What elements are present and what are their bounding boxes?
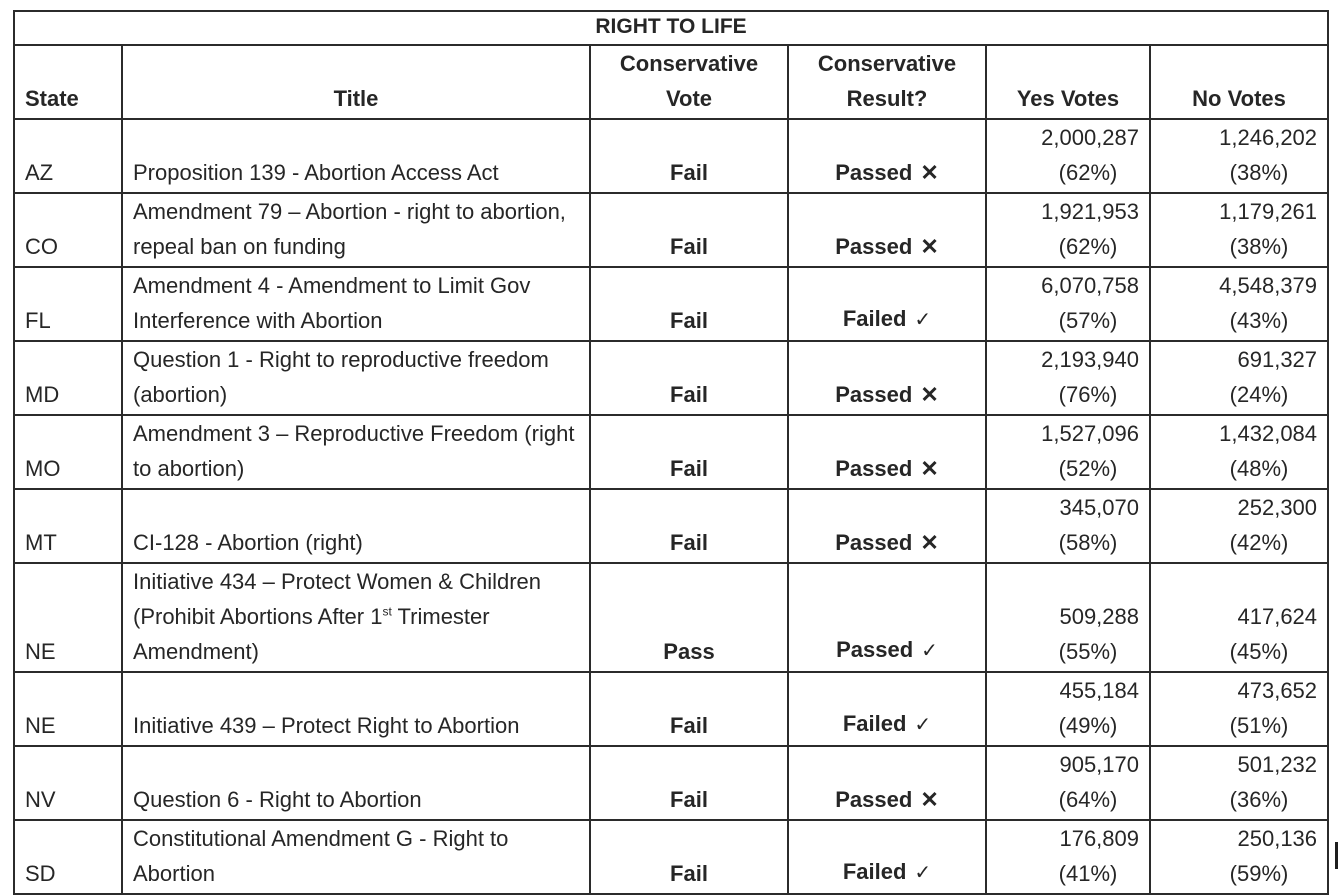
table-row: [14, 193, 1328, 267]
no-votes-percent: (51%): [1229, 713, 1289, 738]
conservative-vote-cell: Fail: [590, 746, 788, 820]
state-cell: MT: [14, 489, 122, 563]
no-votes-count: 1,179,261: [1219, 199, 1318, 224]
header-title: Title: [122, 45, 590, 119]
conservative-vote-cell: Fail: [590, 341, 788, 415]
no-votes-count: 1,432,084: [1219, 421, 1318, 446]
result-text: Passed: [835, 787, 913, 812]
table-row: [14, 119, 1328, 193]
title-text-part-1: Initiative 434 – Protect Women & Children (Prohibit Abortions After 1: [133, 569, 542, 629]
yes-votes-cell: [986, 193, 1150, 267]
yes-votes-count: 455,184: [1059, 678, 1139, 703]
yes-votes-percent: (64%): [1058, 787, 1118, 812]
state-cell: SD: [14, 820, 122, 894]
no-votes-count: 501,232: [1237, 752, 1318, 777]
no-votes-cell: [1150, 119, 1328, 193]
no-votes-count: 691,327: [1237, 347, 1318, 372]
no-votes-percent: (48%): [1229, 456, 1289, 481]
yes-votes-percent: (49%): [1058, 713, 1118, 738]
title-cell: Initiative 439 – Protect Right to Abortion: [122, 672, 590, 746]
yes-votes-count: 905,170: [1059, 752, 1139, 777]
table-heading: RIGHT TO LIFE: [14, 11, 1328, 45]
table-row: [14, 820, 1328, 894]
no-votes-percent: (38%): [1229, 160, 1289, 185]
no-votes-cell: [1150, 820, 1328, 894]
yes-votes-cell: [986, 267, 1150, 341]
yes-votes-percent: (41%): [1058, 861, 1118, 886]
no-votes-count: 250,136: [1237, 826, 1318, 851]
conservative-vote-cell: Fail: [590, 267, 788, 341]
no-votes-percent: (24%): [1229, 382, 1289, 407]
title-cell: Proposition 139 - Abortion Access Act: [122, 119, 590, 193]
title-cell: [122, 563, 590, 672]
state-cell: CO: [14, 193, 122, 267]
conservative-result-cell: [788, 563, 986, 672]
check-icon: ✓: [914, 714, 932, 736]
no-votes-cell: [1150, 489, 1328, 563]
no-votes-percent: (38%): [1229, 234, 1289, 259]
header-conservative-result-line2: Result?: [846, 86, 928, 111]
result-text: Failed: [842, 306, 907, 331]
table-row: [14, 489, 1328, 563]
yes-votes-cell: [986, 341, 1150, 415]
header-state: State: [14, 45, 122, 119]
conservative-result-cell: [788, 119, 986, 193]
yes-votes-percent: (62%): [1058, 160, 1118, 185]
no-votes-cell: [1150, 267, 1328, 341]
yes-votes-percent: (52%): [1058, 456, 1118, 481]
conservative-vote-cell: Fail: [590, 193, 788, 267]
no-votes-percent: (45%): [1229, 639, 1289, 664]
yes-votes-count: 1,921,953: [1041, 199, 1139, 224]
check-icon: ✓: [914, 862, 932, 884]
yes-votes-count: 1,527,096: [1041, 421, 1139, 446]
result-text: Passed: [835, 530, 913, 555]
ballot-results-table: [13, 10, 1329, 895]
conservative-vote-cell: Pass: [590, 563, 788, 672]
state-cell: MD: [14, 341, 122, 415]
yes-votes-count: 2,193,940: [1041, 347, 1139, 372]
yes-votes-percent: (57%): [1058, 308, 1118, 333]
table-row: [14, 672, 1328, 746]
text-cursor-caret: [1335, 842, 1338, 869]
result-text: Passed: [835, 456, 913, 481]
yes-votes-cell: [986, 489, 1150, 563]
no-votes-cell: [1150, 415, 1328, 489]
result-text: Failed: [842, 859, 907, 884]
title-superscript: st: [382, 604, 392, 619]
result-text: Passed: [836, 637, 914, 662]
column-header-row: [14, 45, 1328, 119]
header-conservative-result-line1: Conservative: [817, 51, 957, 76]
title-cell: Amendment 4 - Amendment to Limit Gov Interference with Abortion: [122, 267, 590, 341]
table-row: [14, 746, 1328, 820]
no-votes-count: 473,652: [1237, 678, 1318, 703]
conservative-result-cell: [788, 193, 986, 267]
cross-icon: ✕: [920, 456, 939, 481]
conservative-vote-cell: Fail: [590, 415, 788, 489]
header-conservative-vote-line1: Conservative: [619, 51, 759, 76]
conservative-result-cell: [788, 267, 986, 341]
check-icon: ✓: [914, 309, 932, 331]
state-cell: FL: [14, 267, 122, 341]
table-row: [14, 341, 1328, 415]
yes-votes-cell: [986, 820, 1150, 894]
conservative-result-cell: [788, 415, 986, 489]
table-row: [14, 415, 1328, 489]
yes-votes-cell: [986, 563, 1150, 672]
result-text: Passed: [835, 234, 913, 259]
no-votes-cell: [1150, 672, 1328, 746]
no-votes-count: 4,548,379: [1219, 273, 1318, 298]
cross-icon: ✕: [920, 787, 939, 812]
title-cell: Question 6 - Right to Abortion: [122, 746, 590, 820]
no-votes-count: 1,246,202: [1219, 125, 1318, 150]
title-cell: Constitutional Amendment G - Right to Abortion: [122, 820, 590, 894]
yes-votes-count: 345,070: [1059, 495, 1139, 520]
no-votes-count: 252,300: [1237, 495, 1318, 520]
no-votes-cell: [1150, 563, 1328, 672]
state-cell: AZ: [14, 119, 122, 193]
no-votes-cell: [1150, 193, 1328, 267]
header-conservative-vote-line2: Vote: [665, 86, 713, 111]
no-votes-cell: [1150, 746, 1328, 820]
title-cell: Amendment 79 – Abortion - right to abortion, repeal ban on funding: [122, 193, 590, 267]
result-text: Passed: [835, 382, 913, 407]
conservative-result-cell: [788, 489, 986, 563]
conservative-vote-cell: Fail: [590, 820, 788, 894]
cross-icon: ✕: [920, 382, 939, 407]
table-row: [14, 563, 1328, 672]
conservative-result-cell: [788, 672, 986, 746]
yes-votes-count: 2,000,287: [1041, 125, 1139, 150]
conservative-result-cell: [788, 746, 986, 820]
yes-votes-cell: [986, 672, 1150, 746]
yes-votes-count: 509,288: [1059, 604, 1139, 629]
check-icon: ✓: [921, 640, 938, 662]
cross-icon: ✕: [920, 530, 939, 555]
table-row: [14, 267, 1328, 341]
yes-votes-count: 176,809: [1059, 826, 1139, 851]
yes-votes-cell: [986, 415, 1150, 489]
yes-votes-percent: (58%): [1058, 530, 1118, 555]
conservative-vote-cell: Fail: [590, 489, 788, 563]
conservative-result-cell: [788, 820, 986, 894]
state-cell: NE: [14, 672, 122, 746]
yes-votes-cell: [986, 746, 1150, 820]
header-conservative-result: [788, 45, 986, 119]
no-votes-percent: (59%): [1229, 861, 1289, 886]
yes-votes-percent: (62%): [1058, 234, 1118, 259]
yes-votes-count: 6,070,758: [1041, 273, 1139, 298]
title-cell: Question 1 - Right to reproductive freedom (abortion): [122, 341, 590, 415]
conservative-result-cell: [788, 341, 986, 415]
no-votes-percent: (43%): [1229, 308, 1289, 333]
no-votes-cell: [1150, 341, 1328, 415]
result-text: Passed: [835, 160, 913, 185]
no-votes-percent: (42%): [1229, 530, 1289, 555]
no-votes-count: 417,624: [1237, 604, 1318, 629]
yes-votes-cell: [986, 119, 1150, 193]
no-votes-percent: (36%): [1229, 787, 1289, 812]
yes-votes-percent: (76%): [1058, 382, 1118, 407]
result-text: Failed: [842, 711, 907, 736]
title-text-part-2: Trimester Amendment): [133, 604, 490, 664]
header-yes-votes: Yes Votes: [986, 45, 1150, 119]
state-cell: NV: [14, 746, 122, 820]
table-title-row: [14, 11, 1328, 45]
header-conservative-vote: [590, 45, 788, 119]
state-cell: MO: [14, 415, 122, 489]
conservative-vote-cell: Fail: [590, 672, 788, 746]
yes-votes-percent: (55%): [1058, 639, 1118, 664]
conservative-vote-cell: Fail: [590, 119, 788, 193]
cross-icon: ✕: [920, 234, 939, 259]
cross-icon: ✕: [920, 160, 939, 185]
header-no-votes: No Votes: [1150, 45, 1328, 119]
title-cell: CI-128 - Abortion (right): [122, 489, 590, 563]
state-cell: NE: [14, 563, 122, 672]
title-cell: Amendment 3 – Reproductive Freedom (right to abortion): [122, 415, 590, 489]
